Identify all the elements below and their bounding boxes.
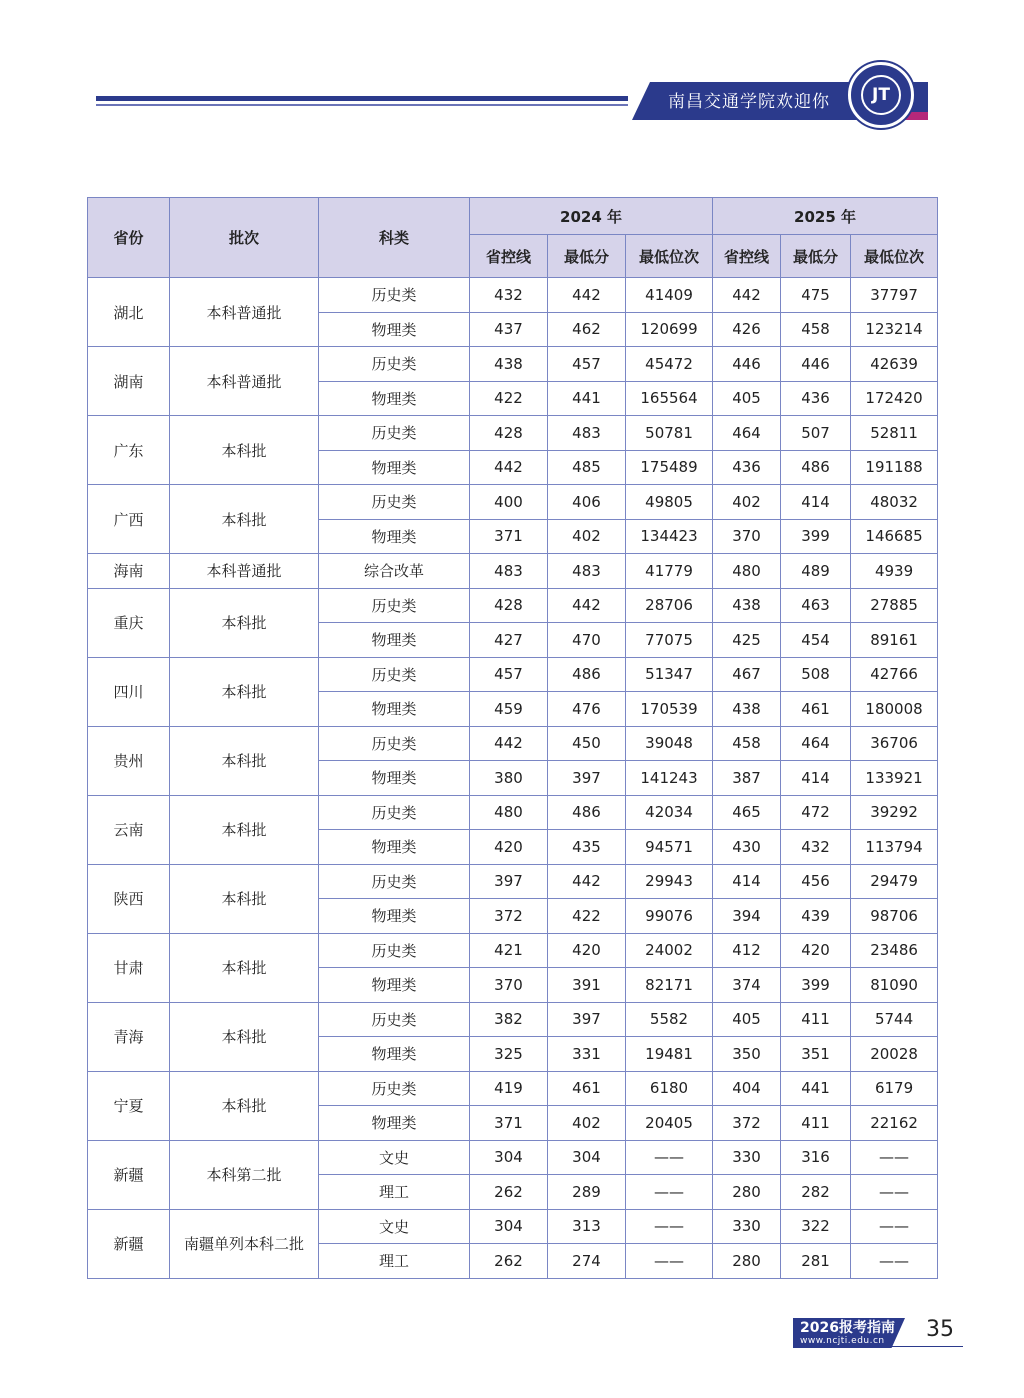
cell-control-line-2024: 442 bbox=[470, 450, 548, 485]
cell-control-line-2025: 438 bbox=[713, 588, 781, 623]
table-row bbox=[88, 795, 938, 830]
cell-control-line-2025: 280 bbox=[713, 1244, 781, 1279]
cell-min-rank-2024: 41409 bbox=[626, 278, 713, 313]
cell-batch: 本科批 bbox=[170, 657, 319, 726]
cell-min-rank-2025: 146685 bbox=[851, 519, 938, 554]
cell-control-line-2025: 350 bbox=[713, 1037, 781, 1072]
cell-batch: 本科批 bbox=[170, 726, 319, 795]
cell-control-line-2024: 483 bbox=[470, 554, 548, 589]
cell-control-line-2024: 421 bbox=[470, 933, 548, 968]
cell-min-rank-2024: 5582 bbox=[626, 1002, 713, 1037]
cell-min-rank-2024: 20405 bbox=[626, 1106, 713, 1141]
cell-min-rank-2025: 42766 bbox=[851, 657, 938, 692]
footer-guide-title: 2026报考指南 bbox=[800, 1320, 895, 1336]
header-min-rank: 最低位次 bbox=[851, 235, 938, 278]
table-row bbox=[88, 1071, 938, 1106]
table-row bbox=[88, 554, 938, 589]
cell-min-score-2025: 414 bbox=[781, 761, 851, 796]
cell-province: 广西 bbox=[88, 485, 170, 554]
cell-batch: 南疆单列本科二批 bbox=[170, 1209, 319, 1278]
cell-control-line-2024: 397 bbox=[470, 864, 548, 899]
cell-min-rank-2025: 20028 bbox=[851, 1037, 938, 1072]
header-province: 省份 bbox=[88, 198, 170, 278]
cell-min-score-2024: 289 bbox=[548, 1175, 626, 1210]
cell-min-rank-2025: 29479 bbox=[851, 864, 938, 899]
cell-subject: 物理类 bbox=[319, 1106, 470, 1141]
cell-min-score-2024: 441 bbox=[548, 381, 626, 416]
cell-batch: 本科批 bbox=[170, 864, 319, 933]
cell-batch: 本科批 bbox=[170, 933, 319, 1002]
cell-province: 四川 bbox=[88, 657, 170, 726]
cell-control-line-2024: 428 bbox=[470, 588, 548, 623]
cell-subject: 文史 bbox=[319, 1209, 470, 1244]
school-logo-icon bbox=[848, 62, 914, 128]
cell-min-rank-2024: —— bbox=[626, 1175, 713, 1210]
cell-control-line-2024: 437 bbox=[470, 312, 548, 347]
cell-control-line-2025: 438 bbox=[713, 692, 781, 727]
cell-subject: 物理类 bbox=[319, 1037, 470, 1072]
header-min-score: 最低分 bbox=[548, 235, 626, 278]
cell-min-score-2025: 464 bbox=[781, 726, 851, 761]
cell-control-line-2025: 465 bbox=[713, 795, 781, 830]
cell-min-score-2024: 483 bbox=[548, 554, 626, 589]
cell-min-score-2024: 450 bbox=[548, 726, 626, 761]
cell-min-rank-2024: 141243 bbox=[626, 761, 713, 796]
cell-subject: 历史类 bbox=[319, 1002, 470, 1037]
cell-control-line-2024: 432 bbox=[470, 278, 548, 313]
cell-min-score-2024: 485 bbox=[548, 450, 626, 485]
cell-min-rank-2025: 89161 bbox=[851, 623, 938, 658]
cell-min-score-2024: 470 bbox=[548, 623, 626, 658]
cell-control-line-2025: 430 bbox=[713, 830, 781, 865]
cell-province: 青海 bbox=[88, 1002, 170, 1071]
cell-min-score-2024: 397 bbox=[548, 1002, 626, 1037]
cell-min-rank-2025: —— bbox=[851, 1140, 938, 1175]
cell-province: 陕西 bbox=[88, 864, 170, 933]
cell-control-line-2025: 436 bbox=[713, 450, 781, 485]
cell-min-rank-2025: 4939 bbox=[851, 554, 938, 589]
cell-control-line-2025: 330 bbox=[713, 1209, 781, 1244]
table-row bbox=[88, 485, 938, 520]
cell-min-score-2025: 322 bbox=[781, 1209, 851, 1244]
cell-min-rank-2024: 77075 bbox=[626, 623, 713, 658]
cell-control-line-2025: 425 bbox=[713, 623, 781, 658]
cell-control-line-2024: 304 bbox=[470, 1209, 548, 1244]
cell-min-rank-2025: 98706 bbox=[851, 899, 938, 934]
cell-min-rank-2025: 5744 bbox=[851, 1002, 938, 1037]
cell-subject: 历史类 bbox=[319, 864, 470, 899]
cell-min-rank-2024: 165564 bbox=[626, 381, 713, 416]
cell-min-score-2025: 456 bbox=[781, 864, 851, 899]
cell-min-rank-2024: 19481 bbox=[626, 1037, 713, 1072]
table-row bbox=[88, 1140, 938, 1175]
cell-min-score-2025: 507 bbox=[781, 416, 851, 451]
cell-control-line-2025: 280 bbox=[713, 1175, 781, 1210]
cell-min-rank-2025: 191188 bbox=[851, 450, 938, 485]
cell-min-score-2024: 442 bbox=[548, 588, 626, 623]
cell-subject: 理工 bbox=[319, 1175, 470, 1210]
cell-control-line-2024: 457 bbox=[470, 657, 548, 692]
cell-control-line-2024: 372 bbox=[470, 899, 548, 934]
cell-batch: 本科批 bbox=[170, 1071, 319, 1140]
cell-subject: 物理类 bbox=[319, 381, 470, 416]
cell-min-rank-2024: 175489 bbox=[626, 450, 713, 485]
cell-min-score-2025: 475 bbox=[781, 278, 851, 313]
cell-min-rank-2024: 28706 bbox=[626, 588, 713, 623]
cell-batch: 本科普通批 bbox=[170, 554, 319, 589]
cell-min-score-2024: 457 bbox=[548, 347, 626, 382]
cell-control-line-2024: 304 bbox=[470, 1140, 548, 1175]
cell-min-score-2025: 316 bbox=[781, 1140, 851, 1175]
cell-province: 贵州 bbox=[88, 726, 170, 795]
cell-min-score-2024: 397 bbox=[548, 761, 626, 796]
cell-min-rank-2024: 39048 bbox=[626, 726, 713, 761]
cell-min-score-2025: 472 bbox=[781, 795, 851, 830]
cell-subject: 物理类 bbox=[319, 623, 470, 658]
cell-min-score-2025: 461 bbox=[781, 692, 851, 727]
cell-min-score-2025: 420 bbox=[781, 933, 851, 968]
header-year-2025: 2025 年 bbox=[713, 198, 938, 235]
table-row bbox=[88, 416, 938, 451]
cell-min-rank-2024: 51347 bbox=[626, 657, 713, 692]
cell-min-rank-2025: 81090 bbox=[851, 968, 938, 1003]
cell-control-line-2025: 387 bbox=[713, 761, 781, 796]
cell-min-rank-2024: —— bbox=[626, 1244, 713, 1279]
cell-control-line-2024: 427 bbox=[470, 623, 548, 658]
cell-province: 宁夏 bbox=[88, 1071, 170, 1140]
header-subject: 科类 bbox=[319, 198, 470, 278]
cell-min-score-2024: 461 bbox=[548, 1071, 626, 1106]
cell-min-rank-2024: 6180 bbox=[626, 1071, 713, 1106]
cell-min-score-2025: 432 bbox=[781, 830, 851, 865]
cell-min-score-2024: 313 bbox=[548, 1209, 626, 1244]
cell-control-line-2024: 422 bbox=[470, 381, 548, 416]
table-body bbox=[88, 278, 938, 1279]
table-row bbox=[88, 1002, 938, 1037]
cell-control-line-2025: 446 bbox=[713, 347, 781, 382]
cell-min-score-2024: 402 bbox=[548, 1106, 626, 1141]
cell-min-rank-2024: 170539 bbox=[626, 692, 713, 727]
cell-min-rank-2025: 180008 bbox=[851, 692, 938, 727]
cell-min-rank-2025: 27885 bbox=[851, 588, 938, 623]
header-batch: 批次 bbox=[170, 198, 319, 278]
cell-min-score-2024: 420 bbox=[548, 933, 626, 968]
cell-min-rank-2025: 52811 bbox=[851, 416, 938, 451]
cell-control-line-2024: 438 bbox=[470, 347, 548, 382]
table-row bbox=[88, 278, 938, 313]
cell-province: 湖北 bbox=[88, 278, 170, 347]
cell-subject: 物理类 bbox=[319, 450, 470, 485]
cell-min-score-2025: 411 bbox=[781, 1106, 851, 1141]
cell-min-rank-2025: 42639 bbox=[851, 347, 938, 382]
cell-min-rank-2025: 113794 bbox=[851, 830, 938, 865]
table-row bbox=[88, 657, 938, 692]
header-rule-thin bbox=[96, 104, 628, 106]
cell-min-rank-2024: —— bbox=[626, 1209, 713, 1244]
cell-min-score-2025: 446 bbox=[781, 347, 851, 382]
cell-control-line-2024: 380 bbox=[470, 761, 548, 796]
cell-subject: 物理类 bbox=[319, 692, 470, 727]
cell-min-rank-2024: 94571 bbox=[626, 830, 713, 865]
cell-min-rank-2025: —— bbox=[851, 1209, 938, 1244]
cell-min-score-2025: 441 bbox=[781, 1071, 851, 1106]
cell-subject: 历史类 bbox=[319, 795, 470, 830]
cell-province: 湖南 bbox=[88, 347, 170, 416]
cell-control-line-2025: 467 bbox=[713, 657, 781, 692]
cell-min-rank-2025: 36706 bbox=[851, 726, 938, 761]
cell-min-score-2024: 486 bbox=[548, 795, 626, 830]
cell-control-line-2024: 370 bbox=[470, 968, 548, 1003]
cell-min-score-2025: 458 bbox=[781, 312, 851, 347]
cell-subject: 物理类 bbox=[319, 899, 470, 934]
cell-control-line-2025: 426 bbox=[713, 312, 781, 347]
cell-min-rank-2025: —— bbox=[851, 1244, 938, 1279]
table-row bbox=[88, 588, 938, 623]
cell-min-score-2025: 486 bbox=[781, 450, 851, 485]
cell-min-rank-2024: 99076 bbox=[626, 899, 713, 934]
cell-min-rank-2024: 82171 bbox=[626, 968, 713, 1003]
cell-min-score-2025: 439 bbox=[781, 899, 851, 934]
cell-control-line-2024: 262 bbox=[470, 1175, 548, 1210]
cell-min-rank-2025: 48032 bbox=[851, 485, 938, 520]
cell-control-line-2024: 420 bbox=[470, 830, 548, 865]
cell-control-line-2025: 330 bbox=[713, 1140, 781, 1175]
cell-subject: 物理类 bbox=[319, 830, 470, 865]
cell-min-rank-2025: 22162 bbox=[851, 1106, 938, 1141]
page-number: 35 bbox=[926, 1317, 954, 1342]
cell-min-score-2025: 508 bbox=[781, 657, 851, 692]
cell-province: 新疆 bbox=[88, 1140, 170, 1209]
cell-subject: 历史类 bbox=[319, 588, 470, 623]
cell-control-line-2025: 374 bbox=[713, 968, 781, 1003]
cell-min-score-2024: 462 bbox=[548, 312, 626, 347]
cell-min-score-2025: 454 bbox=[781, 623, 851, 658]
cell-province: 广东 bbox=[88, 416, 170, 485]
cell-min-score-2025: 399 bbox=[781, 968, 851, 1003]
cell-batch: 本科普通批 bbox=[170, 278, 319, 347]
cell-control-line-2025: 394 bbox=[713, 899, 781, 934]
header-min-score: 最低分 bbox=[781, 235, 851, 278]
header-rule-thick bbox=[96, 96, 628, 101]
cell-province: 海南 bbox=[88, 554, 170, 589]
cell-control-line-2025: 404 bbox=[713, 1071, 781, 1106]
cell-subject: 物理类 bbox=[319, 968, 470, 1003]
cell-min-score-2025: 436 bbox=[781, 381, 851, 416]
cell-subject: 历史类 bbox=[319, 726, 470, 761]
cell-control-line-2025: 464 bbox=[713, 416, 781, 451]
cell-batch: 本科普通批 bbox=[170, 347, 319, 416]
cell-control-line-2025: 412 bbox=[713, 933, 781, 968]
cell-control-line-2025: 405 bbox=[713, 381, 781, 416]
header-min-rank: 最低位次 bbox=[626, 235, 713, 278]
cell-min-score-2025: 281 bbox=[781, 1244, 851, 1279]
table-row bbox=[88, 933, 938, 968]
cell-min-rank-2025: 172420 bbox=[851, 381, 938, 416]
cell-subject: 文史 bbox=[319, 1140, 470, 1175]
cell-control-line-2024: 371 bbox=[470, 1106, 548, 1141]
cell-control-line-2025: 370 bbox=[713, 519, 781, 554]
cell-min-score-2025: 414 bbox=[781, 485, 851, 520]
cell-batch: 本科批 bbox=[170, 795, 319, 864]
cell-subject: 物理类 bbox=[319, 312, 470, 347]
cell-min-score-2024: 391 bbox=[548, 968, 626, 1003]
cell-subject: 历史类 bbox=[319, 657, 470, 692]
header-title: 南昌交通学院欢迎你 bbox=[668, 92, 830, 112]
cell-min-rank-2024: 120699 bbox=[626, 312, 713, 347]
cell-min-score-2024: 486 bbox=[548, 657, 626, 692]
header-year-2024: 2024 年 bbox=[470, 198, 713, 235]
cell-min-score-2025: 489 bbox=[781, 554, 851, 589]
cell-control-line-2025: 458 bbox=[713, 726, 781, 761]
cell-province: 重庆 bbox=[88, 588, 170, 657]
cell-province: 云南 bbox=[88, 795, 170, 864]
footer-url: www.ncjti.edu.cn bbox=[800, 1336, 885, 1346]
cell-min-rank-2024: 42034 bbox=[626, 795, 713, 830]
cell-control-line-2024: 442 bbox=[470, 726, 548, 761]
cell-control-line-2025: 480 bbox=[713, 554, 781, 589]
cell-control-line-2024: 419 bbox=[470, 1071, 548, 1106]
cell-min-rank-2025: 23486 bbox=[851, 933, 938, 968]
cell-min-rank-2024: 134423 bbox=[626, 519, 713, 554]
cell-subject: 历史类 bbox=[319, 933, 470, 968]
header-control-line: 省控线 bbox=[470, 235, 548, 278]
cell-min-rank-2025: 37797 bbox=[851, 278, 938, 313]
cell-subject: 理工 bbox=[319, 1244, 470, 1279]
cell-min-rank-2024: 24002 bbox=[626, 933, 713, 968]
cell-subject: 历史类 bbox=[319, 1071, 470, 1106]
cell-control-line-2024: 480 bbox=[470, 795, 548, 830]
cell-subject: 物理类 bbox=[319, 519, 470, 554]
cell-min-score-2024: 442 bbox=[548, 278, 626, 313]
header-control-line: 省控线 bbox=[713, 235, 781, 278]
cell-min-rank-2025: 6179 bbox=[851, 1071, 938, 1106]
cell-batch: 本科第二批 bbox=[170, 1140, 319, 1209]
cell-subject: 历史类 bbox=[319, 347, 470, 382]
cell-min-rank-2025: 133921 bbox=[851, 761, 938, 796]
cell-batch: 本科批 bbox=[170, 588, 319, 657]
cell-min-score-2025: 411 bbox=[781, 1002, 851, 1037]
cell-subject: 综合改革 bbox=[319, 554, 470, 589]
cell-min-rank-2024: 49805 bbox=[626, 485, 713, 520]
cell-min-rank-2025: 123214 bbox=[851, 312, 938, 347]
table-row bbox=[88, 1209, 938, 1244]
cell-subject: 物理类 bbox=[319, 761, 470, 796]
table-row bbox=[88, 726, 938, 761]
cell-control-line-2024: 325 bbox=[470, 1037, 548, 1072]
cell-control-line-2025: 414 bbox=[713, 864, 781, 899]
cell-control-line-2024: 400 bbox=[470, 485, 548, 520]
cell-min-score-2024: 476 bbox=[548, 692, 626, 727]
cell-min-rank-2025: 39292 bbox=[851, 795, 938, 830]
cell-control-line-2025: 402 bbox=[713, 485, 781, 520]
cell-min-rank-2024: 29943 bbox=[626, 864, 713, 899]
table-row bbox=[88, 347, 938, 382]
cell-control-line-2024: 428 bbox=[470, 416, 548, 451]
cell-control-line-2025: 442 bbox=[713, 278, 781, 313]
cell-province: 甘肃 bbox=[88, 933, 170, 1002]
cell-min-score-2024: 442 bbox=[548, 864, 626, 899]
cell-control-line-2024: 382 bbox=[470, 1002, 548, 1037]
school-logo-text: JT bbox=[861, 75, 901, 115]
cell-min-rank-2024: 50781 bbox=[626, 416, 713, 451]
cell-min-rank-2024: —— bbox=[626, 1140, 713, 1175]
cell-min-rank-2024: 45472 bbox=[626, 347, 713, 382]
table-row bbox=[88, 864, 938, 899]
cell-min-score-2024: 304 bbox=[548, 1140, 626, 1175]
cell-subject: 历史类 bbox=[319, 278, 470, 313]
cell-control-line-2025: 372 bbox=[713, 1106, 781, 1141]
cell-min-score-2024: 402 bbox=[548, 519, 626, 554]
cell-control-line-2024: 262 bbox=[470, 1244, 548, 1279]
cell-control-line-2025: 405 bbox=[713, 1002, 781, 1037]
admission-scores-table bbox=[87, 197, 938, 1279]
cell-min-score-2024: 435 bbox=[548, 830, 626, 865]
cell-control-line-2024: 459 bbox=[470, 692, 548, 727]
cell-control-line-2024: 371 bbox=[470, 519, 548, 554]
cell-min-score-2024: 406 bbox=[548, 485, 626, 520]
cell-batch: 本科批 bbox=[170, 1002, 319, 1071]
cell-province: 新疆 bbox=[88, 1209, 170, 1278]
cell-min-score-2024: 274 bbox=[548, 1244, 626, 1279]
cell-min-score-2025: 282 bbox=[781, 1175, 851, 1210]
cell-min-score-2025: 351 bbox=[781, 1037, 851, 1072]
cell-batch: 本科批 bbox=[170, 416, 319, 485]
cell-min-rank-2024: 41779 bbox=[626, 554, 713, 589]
cell-min-score-2024: 422 bbox=[548, 899, 626, 934]
cell-batch: 本科批 bbox=[170, 485, 319, 554]
cell-subject: 历史类 bbox=[319, 485, 470, 520]
cell-min-score-2025: 399 bbox=[781, 519, 851, 554]
cell-min-score-2025: 463 bbox=[781, 588, 851, 623]
cell-min-score-2024: 331 bbox=[548, 1037, 626, 1072]
cell-min-score-2024: 483 bbox=[548, 416, 626, 451]
cell-subject: 历史类 bbox=[319, 416, 470, 451]
cell-min-rank-2025: —— bbox=[851, 1175, 938, 1210]
